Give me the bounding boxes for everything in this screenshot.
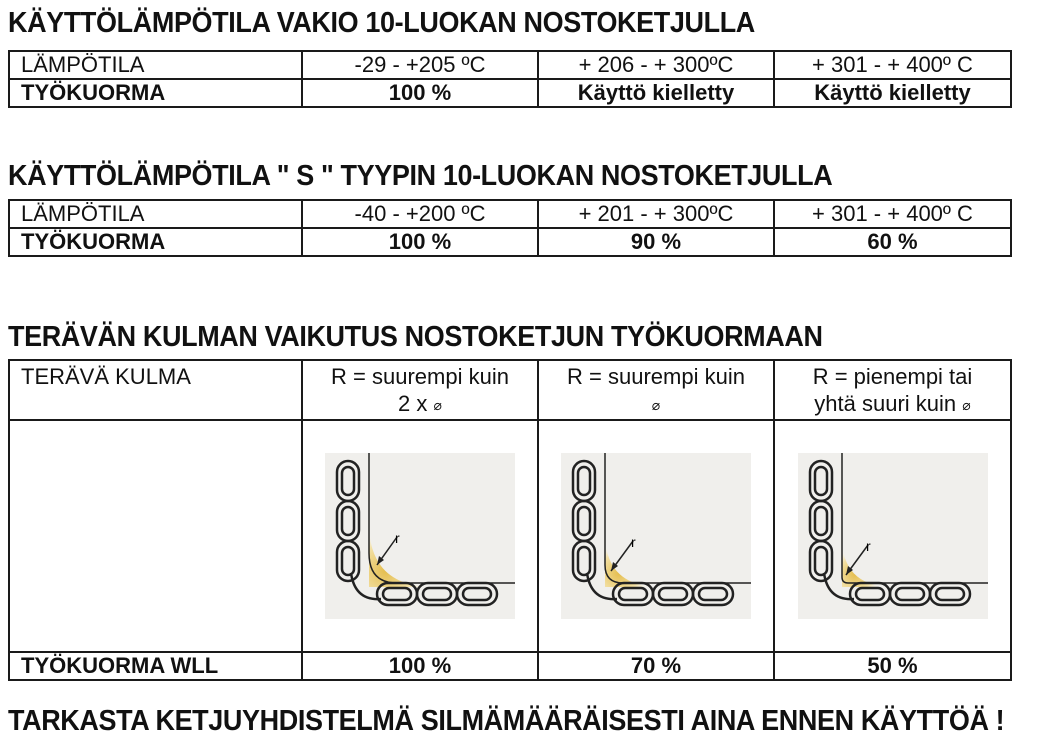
chain-diameter-icon: ⌀ xyxy=(962,396,971,413)
illustration-cell-1 xyxy=(302,420,538,652)
condition-line-1: R = pienempi tai xyxy=(812,364,973,389)
working-load-wll-label: TYÖKUORMA WLL xyxy=(9,652,302,680)
temperature-range-2: + 201 - + 300ºC xyxy=(538,200,774,228)
condition-line-1: R = suurempi kuin xyxy=(567,364,745,389)
working-load-wll-row xyxy=(9,652,1011,680)
sharp-corner-label: TERÄVÄ KULMA xyxy=(9,360,302,420)
heading-sharp-corner-effect: TERÄVÄN KULMAN VAIKUTUS NOSTOKETJUN TYÖKUORMAAN xyxy=(8,321,823,353)
illustration-cell-3 xyxy=(774,420,1011,652)
chain-corner-small-radius-illustration xyxy=(798,453,988,619)
working-load-3: 60 % xyxy=(774,228,1011,256)
working-load-3: Käyttö kielletty xyxy=(774,79,1011,107)
corner-illustration-row xyxy=(9,420,1011,652)
working-load-2: 90 % xyxy=(538,228,774,256)
inspection-warning: TARKASTA KETJUYHDISTELMÄ SILMÄMÄÄRÄISESTI AINA ENNEN KÄYTTÖÄ ! xyxy=(8,705,1005,737)
sharp-corner-table xyxy=(8,359,1012,681)
radius-label: r xyxy=(631,533,636,550)
s-type-chain-temperature-table xyxy=(8,199,1012,257)
working-load-label: TYÖKUORMA xyxy=(9,79,302,107)
radius-label: r xyxy=(865,537,871,554)
temperature-range-1: -40 - +200 ºC xyxy=(302,200,538,228)
heading-standard-chain-temperature: KÄYTTÖLÄMPÖTILA VAKIO 10-LUOKAN NOSTOKETJULLA xyxy=(8,7,755,39)
chain-corner-medium-radius-illustration xyxy=(561,453,751,619)
temperature-label: LÄMPÖTILA xyxy=(9,200,302,228)
heading-s-type-chain-temperature: KÄYTTÖLÄMPÖTILA " S " TYYPIN 10-LUOKAN NOSTOKETJULLA xyxy=(8,160,833,192)
corner-condition-1 xyxy=(302,360,538,420)
temperature-range-1: -29 - +205 ºC xyxy=(302,51,538,79)
corner-header-row xyxy=(9,360,1011,420)
working-load-1: 100 % xyxy=(302,652,538,680)
chain-diameter-icon: ⌀ xyxy=(651,396,661,413)
condition-line-2: 2 x xyxy=(398,391,428,416)
working-load-label: TYÖKUORMA xyxy=(9,228,302,256)
corner-condition-3 xyxy=(774,360,1011,420)
temperature-label: LÄMPÖTILA xyxy=(9,51,302,79)
working-load-3: 50 % xyxy=(774,652,1011,680)
illustration-cell-2 xyxy=(538,420,774,652)
working-load-row xyxy=(9,79,1011,107)
working-load-2: 70 % xyxy=(538,652,774,680)
working-load-1: 100 % xyxy=(302,228,538,256)
working-load-row xyxy=(9,228,1011,256)
working-load-1: 100 % xyxy=(302,79,538,107)
working-load-2: Käyttö kielletty xyxy=(538,79,774,107)
condition-line-1: R = suurempi kuin xyxy=(331,364,509,389)
temperature-range-3: + 301 - + 400º C xyxy=(774,200,1011,228)
temperature-range-3: + 301 - + 400º C xyxy=(774,51,1011,79)
temperature-row xyxy=(9,51,1011,79)
chain-corner-large-radius-illustration xyxy=(325,453,515,619)
empty-cell xyxy=(9,420,302,652)
temperature-row xyxy=(9,200,1011,228)
corner-condition-2 xyxy=(538,360,774,420)
standard-chain-temperature-table xyxy=(8,50,1012,108)
radius-label: r xyxy=(395,529,400,546)
chain-diameter-icon: ⌀ xyxy=(433,396,442,413)
condition-line-2: yhtä suuri kuin xyxy=(814,391,957,416)
temperature-range-2: + 206 - + 300ºC xyxy=(538,51,774,79)
